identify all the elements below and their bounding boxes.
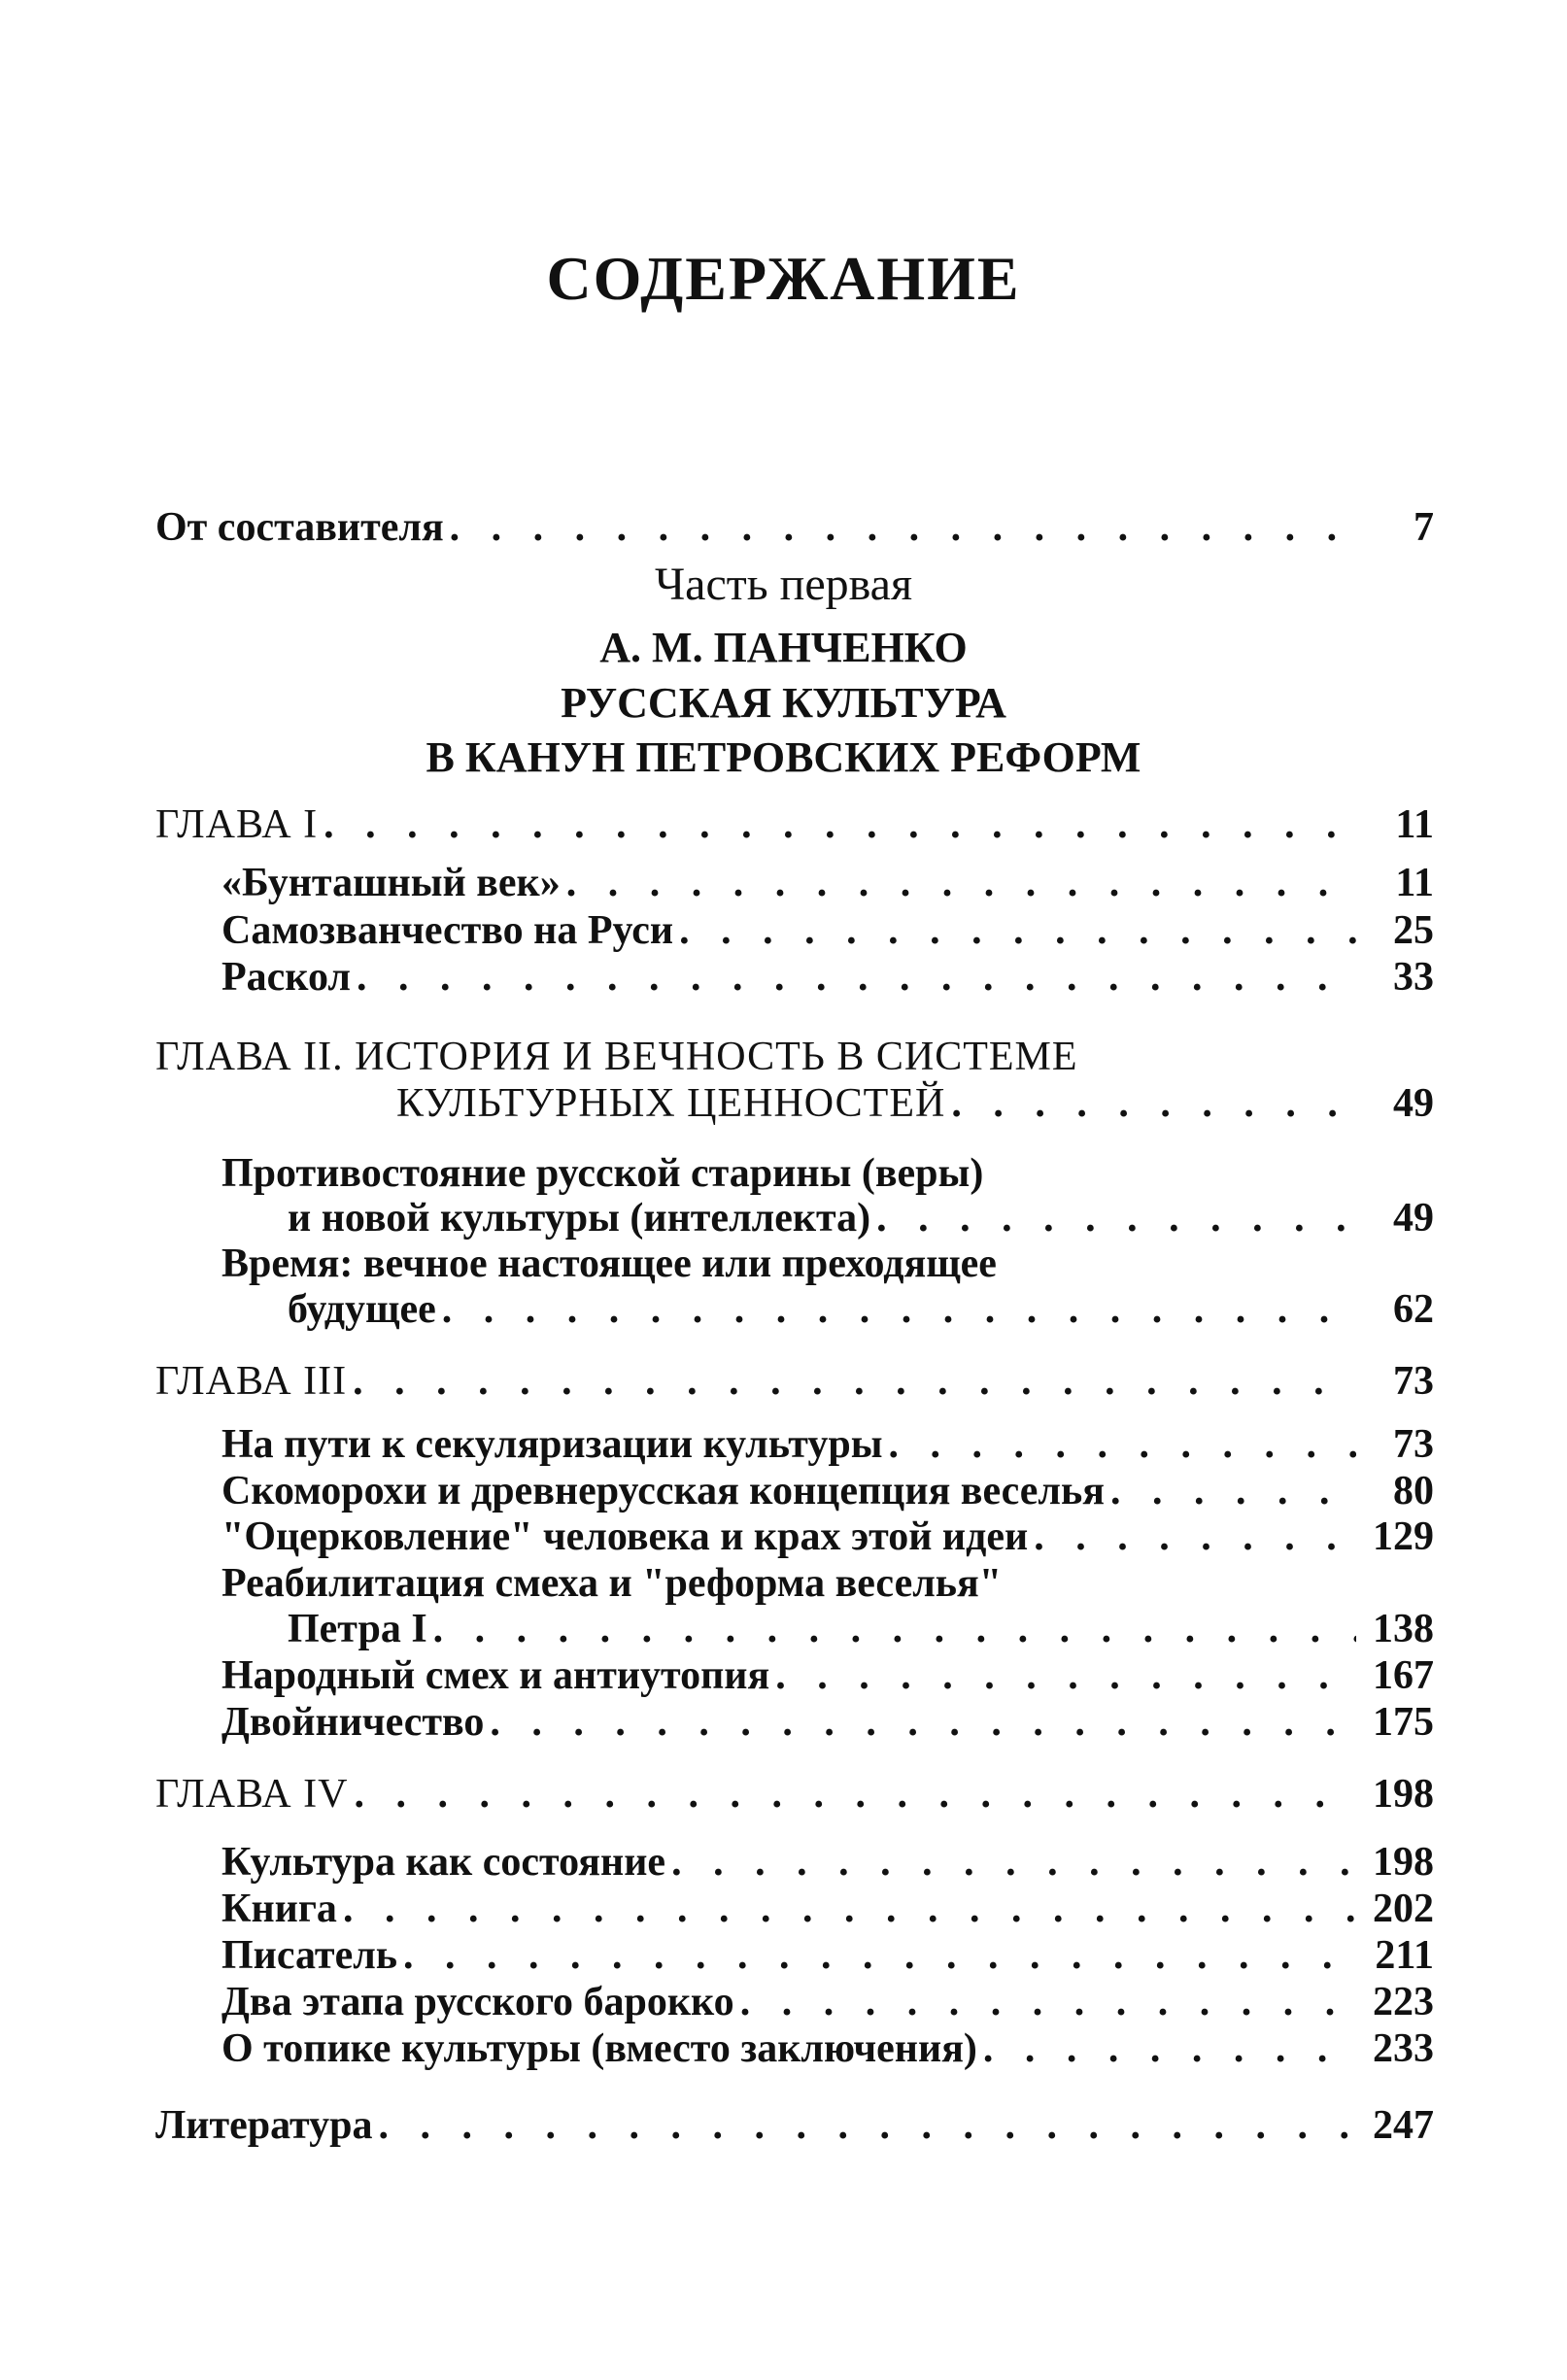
toc-entry-label: Литература (155, 2103, 373, 2148)
section-label: и новой культуры (интеллекта) (288, 1196, 871, 1241)
dot-leader (318, 804, 1356, 845)
page-title: СОДЕРЖАНИЕ (546, 244, 1021, 313)
toc-section (221, 863, 1434, 903)
toc-page-number: 167 (1373, 1653, 1434, 1698)
chapter-2-title-line1: ГЛАВА II. ИСТОРИЯ И ВЕЧНОСТЬ В СИСТЕМЕ (155, 1035, 1078, 1079)
section-title-line1: Реабилитация смеха и "реформа веселья" (221, 1561, 1003, 1606)
toc-page-number: 247 (1373, 2103, 1434, 2148)
chapter-label: ГЛАВА IV (155, 1772, 349, 1817)
dot-leader (1028, 1516, 1356, 1557)
toc-chapter-4 (155, 1774, 1434, 1815)
dot-leader (427, 1609, 1356, 1649)
toc-entry-front (155, 507, 1434, 548)
section-title-line1: Противостояние русской старины (веры) (221, 1151, 984, 1196)
toc-page-number: 11 (1395, 861, 1434, 905)
section-label: Два этапа русского барокко (221, 1980, 734, 2024)
chapter-label: ГЛАВА I (155, 802, 319, 847)
section-label: "Оцерковление" человека и крах этой идеи (221, 1514, 1029, 1559)
section-label: Самозванчество на Руси (221, 908, 674, 953)
dot-leader (484, 1702, 1356, 1743)
dot-leader (945, 1083, 1356, 1124)
toc-section (288, 1289, 1434, 1330)
section-label: Культура как состояние (221, 1840, 666, 1885)
chapter-label: КУЛЬТУРНЫХ ЦЕННОСТЕЙ (396, 1081, 946, 1126)
part-author: А. М. ПАНЧЕНКО (599, 624, 968, 671)
toc-section (288, 1198, 1434, 1239)
section-label: будущее (288, 1287, 436, 1332)
dot-leader (372, 2105, 1356, 2146)
dot-leader (883, 1424, 1356, 1465)
section-label: Писатель (221, 1933, 397, 1978)
section-title-line1: Время: вечное настоящее или преходящее (221, 1241, 997, 1286)
toc-section (221, 910, 1434, 951)
toc-page-number: 198 (1373, 1772, 1434, 1817)
toc-entry-back (155, 2105, 1434, 2146)
toc-section (221, 1471, 1434, 1512)
toc-page-number: 11 (1395, 802, 1434, 847)
toc-section (221, 1655, 1434, 1696)
toc-page-number: 138 (1373, 1607, 1434, 1651)
part-title-line1: РУССКАЯ КУЛЬТУРА (561, 679, 1006, 727)
toc-page-number: 202 (1373, 1887, 1434, 1931)
toc-section (221, 1935, 1434, 1976)
toc-page-number: 175 (1373, 1700, 1434, 1745)
toc-page-number: 7 (1414, 505, 1434, 550)
toc-page-number: 129 (1373, 1514, 1434, 1559)
section-label: Раскол (221, 955, 351, 1000)
toc-section (221, 1888, 1434, 1929)
toc-section (221, 1842, 1434, 1883)
toc-section (221, 957, 1434, 998)
dot-leader (769, 1655, 1356, 1696)
section-label: «Бунташный век» (221, 861, 561, 905)
toc-page-number: 80 (1393, 1469, 1434, 1513)
toc-page-number: 198 (1373, 1840, 1434, 1885)
toc-page-number: 223 (1373, 1980, 1434, 2024)
dot-leader (348, 1774, 1356, 1815)
dot-leader (444, 507, 1356, 548)
toc-section (288, 1609, 1434, 1649)
toc-section (221, 2028, 1434, 2069)
dot-leader (665, 1842, 1356, 1883)
section-label: Двойничество (221, 1700, 485, 1745)
toc-page-number: 73 (1393, 1422, 1434, 1467)
section-label: На пути к секуляризации культуры (221, 1422, 883, 1467)
dot-leader (347, 1361, 1356, 1402)
toc-page-number: 49 (1393, 1196, 1434, 1241)
toc-section (221, 1702, 1434, 1743)
section-label: Петра I (288, 1607, 427, 1651)
section-label: Народный смех и антиутопия (221, 1653, 770, 1698)
toc-section (221, 1424, 1434, 1465)
part-name: Часть первая (654, 559, 913, 610)
toc-section (221, 1516, 1434, 1557)
toc-entry-label: От составителя (155, 505, 444, 550)
toc-page-number: 49 (1393, 1081, 1434, 1126)
toc-page-number: 33 (1393, 955, 1434, 1000)
chapter-label: ГЛАВА III (155, 1359, 348, 1404)
dot-leader (734, 1982, 1356, 2023)
dot-leader (977, 2028, 1356, 2069)
dot-leader (436, 1289, 1356, 1330)
dot-leader (351, 957, 1356, 998)
toc-chapter-3 (155, 1361, 1434, 1402)
toc-page-number: 25 (1393, 908, 1434, 953)
section-label: О топике культуры (вместо заключения) (221, 2026, 977, 2071)
toc-page-number: 73 (1393, 1359, 1434, 1404)
dot-leader (673, 910, 1356, 951)
toc-chapter-1 (155, 804, 1434, 845)
dot-leader (337, 1888, 1356, 1929)
toc-page-number: 211 (1375, 1933, 1434, 1978)
section-label: Книга (221, 1887, 337, 1931)
toc-page-number: 233 (1373, 2026, 1434, 2071)
dot-leader (870, 1198, 1356, 1239)
toc-chapter-2 (396, 1083, 1434, 1124)
toc-section (221, 1982, 1434, 2023)
section-label: Скоморохи и древнерусская концепция веселья (221, 1469, 1105, 1513)
dot-leader (561, 863, 1356, 903)
part-title-line2: В КАНУН ПЕТРОВСКИХ РЕФОРМ (426, 733, 1141, 781)
toc-page-number: 62 (1393, 1287, 1434, 1332)
dot-leader (397, 1935, 1356, 1976)
dot-leader (1105, 1471, 1356, 1512)
